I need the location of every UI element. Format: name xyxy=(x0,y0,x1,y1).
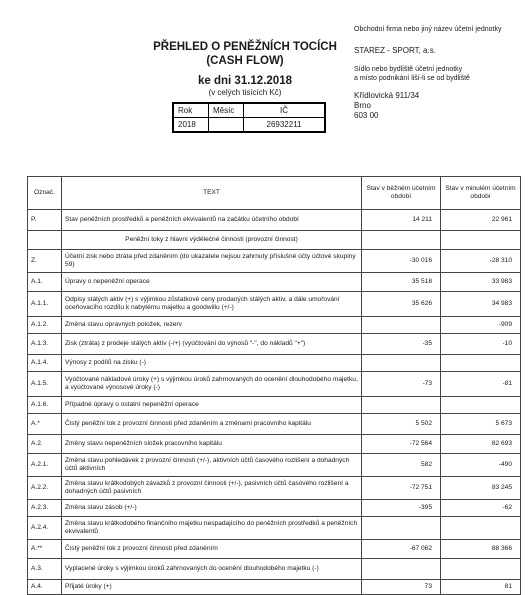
company-zip: 603 00 xyxy=(354,111,379,120)
report-units: (v celých tisících Kč) xyxy=(208,88,282,97)
table-row xyxy=(28,334,521,355)
row-previous-value xyxy=(441,559,521,580)
row-current-value: 35 518 xyxy=(362,273,441,292)
row-current-value: -30 016 xyxy=(362,250,441,273)
row-text: Vyplacené úroky s výjimkou úroků zahrnovaných do ocenění dlouhodobého majetku (-) xyxy=(62,559,362,580)
table-row xyxy=(28,372,521,397)
row-previous-value: 88 366 xyxy=(441,540,521,559)
row-current-value: -73 xyxy=(362,372,441,397)
row-code: A.2.4. xyxy=(28,517,62,540)
row-current-value: 73 xyxy=(362,580,441,595)
row-code: A.4. xyxy=(28,580,62,595)
row-current-value: 5 502 xyxy=(362,414,441,435)
table-row xyxy=(28,210,521,231)
row-previous-value: -490 xyxy=(441,454,521,477)
table-row xyxy=(28,559,521,580)
col-header-text: TEXT xyxy=(62,177,362,210)
report-date: ke dni 31.12.2018 xyxy=(198,75,292,87)
row-text: Stav peněžních prostředků a peněžních ekvivalentů na začátku účetního období xyxy=(62,210,362,231)
row-text: Odpisy stálých aktiv (+) s výjimkou zůstatkové ceny prodaných stálých aktiv, a dále umořování oceňovacího rozdílu k nabytému majetku a goodwillu (+/-) xyxy=(62,292,362,317)
row-text: Změna stavu krátkodobého finančního majetku nespadajícího do peněžních prostředků a peněžních ekvivalentů xyxy=(62,517,362,540)
report-title-block xyxy=(140,40,350,98)
row-code: A.2.2. xyxy=(28,477,62,500)
company-street: Křídlovická 911/34 xyxy=(354,91,420,100)
row-text: Změny stavu nepeněžních složek pracovního kapitálu xyxy=(62,435,362,454)
table-row xyxy=(28,292,521,317)
id-header-year: Rok xyxy=(173,103,209,118)
row-previous-value: 83 245 xyxy=(441,477,521,500)
row-current-value xyxy=(362,231,441,250)
row-text: Změna stavu opravných položek, rezerv xyxy=(62,317,362,334)
row-text: Vyúčtované nákladové úroky (+) s výjimkou úroků zahrnovaných do ocenění dlouhodobého majetku, a vyúčtované výnosové úroky (-) xyxy=(62,372,362,397)
row-code: A.3. xyxy=(28,559,62,580)
row-previous-value: 22 961 xyxy=(441,210,521,231)
company-name: STAREZ - SPORT, a.s. xyxy=(354,45,436,55)
row-current-value xyxy=(362,397,441,414)
table-row xyxy=(28,317,521,334)
table-row xyxy=(28,517,521,540)
row-code: A.1.6. xyxy=(28,397,62,414)
id-value-month xyxy=(209,118,244,133)
row-current-value xyxy=(362,559,441,580)
row-code: P. xyxy=(28,210,62,231)
id-header-month: Měsíc xyxy=(209,103,244,118)
id-value-ic: 26932211 xyxy=(244,118,326,133)
row-code: A.2.3. xyxy=(28,500,62,517)
row-current-value: 582 xyxy=(362,454,441,477)
table-row xyxy=(28,273,521,292)
row-text: Úpravy o nepeněžní operace xyxy=(62,273,362,292)
row-previous-value xyxy=(441,231,521,250)
col-header-previous: Stav v minulém účetním období xyxy=(441,177,521,210)
cash-flow-body xyxy=(28,210,521,595)
row-previous-value xyxy=(441,355,521,372)
row-current-value: -35 xyxy=(362,334,441,355)
row-previous-value: 82 693 xyxy=(441,435,521,454)
row-code: A.1.5. xyxy=(28,372,62,397)
table-row xyxy=(28,435,521,454)
row-code: A.2.1. xyxy=(28,454,62,477)
table-row xyxy=(28,355,521,372)
table-row xyxy=(28,250,521,273)
row-previous-value xyxy=(441,397,521,414)
company-seat-label-2: a místo podnikání liší-li se od bydliště xyxy=(354,74,470,82)
row-current-value: -395 xyxy=(362,500,441,517)
row-code: A.** xyxy=(28,540,62,559)
row-code: A.* xyxy=(28,414,62,435)
row-previous-value xyxy=(441,517,521,540)
row-current-value xyxy=(362,317,441,334)
row-previous-value: -62 xyxy=(441,500,521,517)
row-code: A.1.4. xyxy=(28,355,62,372)
row-current-value xyxy=(362,517,441,540)
company-block xyxy=(354,26,524,121)
row-code: A.1.2. xyxy=(28,317,62,334)
row-code: A.2. xyxy=(28,435,62,454)
row-previous-value: -10 xyxy=(441,334,521,355)
row-previous-value: -909 xyxy=(441,317,521,334)
row-code: A.1. xyxy=(28,273,62,292)
row-current-value: -67 062 xyxy=(362,540,441,559)
id-box xyxy=(172,102,326,133)
row-text: Změna stavu krátkodobých závazků z provozní činnosti (+/-), pasivních účtů časového rozlišení a dohadných účtů pasivních xyxy=(62,477,362,500)
row-code: A.1.3. xyxy=(28,334,62,355)
row-previous-value: 34 983 xyxy=(441,292,521,317)
table-row xyxy=(28,477,521,500)
table-row xyxy=(28,414,521,435)
id-header-ic: IČ xyxy=(244,103,326,118)
company-city: Brno xyxy=(354,101,371,110)
row-text: Přijaté úroky (+) xyxy=(62,580,362,595)
table-row xyxy=(28,580,521,595)
row-current-value: -72 751 xyxy=(362,477,441,500)
row-previous-value: 33 983 xyxy=(441,273,521,292)
report-subtitle: (CASH FLOW) xyxy=(206,55,284,67)
company-name-label: Obchodní firma nebo jiný název účetní jednotky xyxy=(354,26,502,33)
row-text: Případné úpravy o ostatní nepeněžní operace xyxy=(62,397,362,414)
row-code: Z. xyxy=(28,250,62,273)
row-text: Výnosy z podílů na zisku (-) xyxy=(62,355,362,372)
row-current-value xyxy=(362,355,441,372)
company-seat-label-1: Sídlo nebo bydliště účetní jednotky xyxy=(354,66,463,73)
row-text: Změna stavu pohledávek z provozní činnosti (+/-), aktivních účtů časového rozlišení a dohadných účtů aktivních xyxy=(62,454,362,477)
row-previous-value: -81 xyxy=(441,372,521,397)
row-current-value: 35 626 xyxy=(362,292,441,317)
row-text: Zisk (ztráta) z prodeje stálých aktiv (-/+) (vyúčtování do výnosů "-", do nákladů "+") xyxy=(62,334,362,355)
row-text: Čistý peněžní tok z provozní činnosti před zdaněním xyxy=(62,540,362,559)
row-text: Účetní zisk nebo ztráta před zdaněním (do ukazatele nejsou zahrnuty příslušné účty účtové skupiny 59) xyxy=(62,250,362,273)
row-code: A.1.1. xyxy=(28,292,62,317)
row-code xyxy=(28,231,62,250)
table-row xyxy=(28,500,521,517)
row-current-value: -72 564 xyxy=(362,435,441,454)
row-text: Čistý peněžní tok z provozní činnosti před zdaněním a změnami pracovního kapitálu xyxy=(62,414,362,435)
col-header-current: Stav v běžném účetním období xyxy=(362,177,441,210)
row-previous-value: 81 xyxy=(441,580,521,595)
id-value-year: 2018 xyxy=(173,118,209,133)
row-text: Změna stavu zásob (+/-) xyxy=(62,500,362,517)
table-row xyxy=(28,540,521,559)
row-previous-value: -28 310 xyxy=(441,250,521,273)
row-previous-value: 5 673 xyxy=(441,414,521,435)
cash-flow-table xyxy=(27,176,521,595)
table-row xyxy=(28,454,521,477)
report-title: PŘEHLED O PENĚŽNÍCH TOCÍCH xyxy=(153,41,337,53)
col-header-code: Označ. xyxy=(28,177,62,210)
table-row xyxy=(28,231,521,250)
row-current-value: 14 211 xyxy=(362,210,441,231)
table-row xyxy=(28,397,521,414)
row-text: Peněžní toky z hlavní výdělečné činnosti (provozní činnost) xyxy=(62,231,362,250)
